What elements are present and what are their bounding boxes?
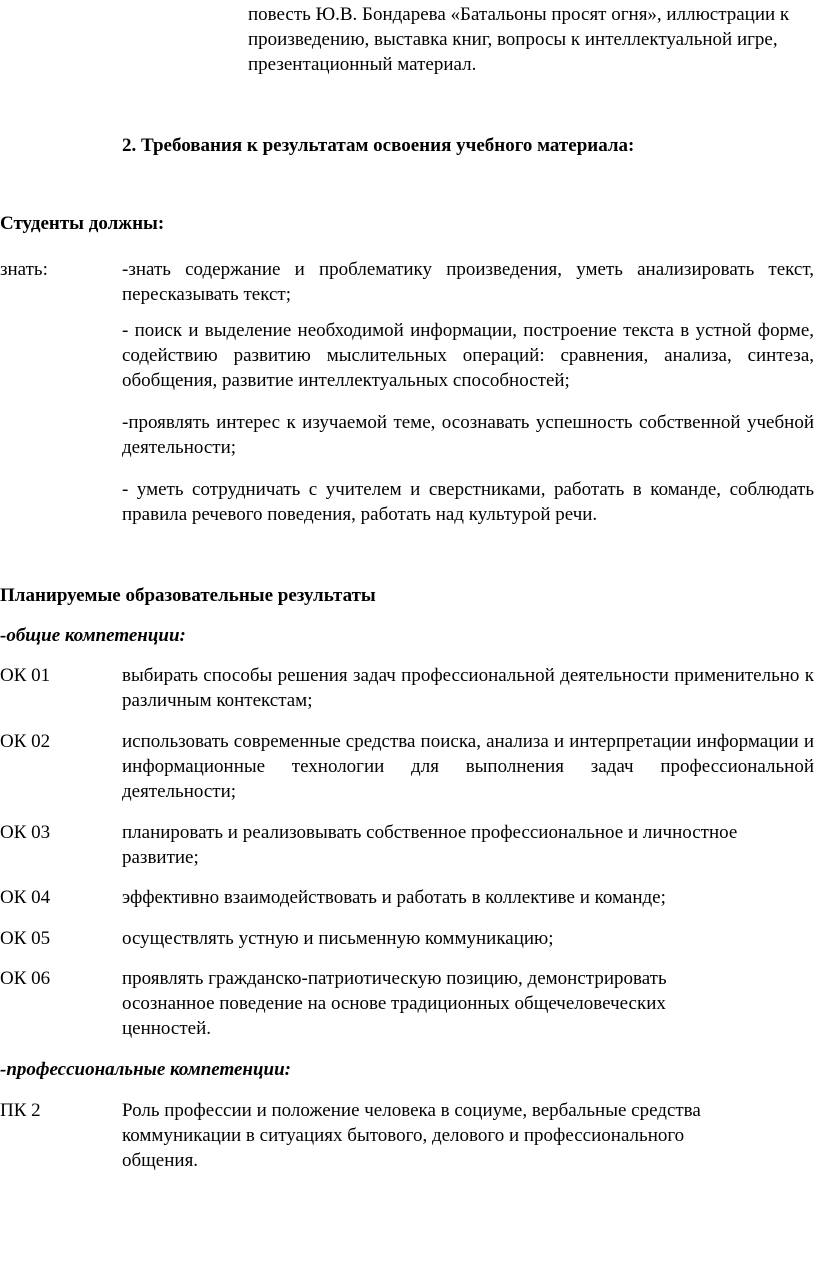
know-item-4: - уметь сотрудничать с учителем и сверстниками, работать в команде, соблюдать правила речевого поведения, работать над культурой речи. <box>122 479 814 525</box>
competency-code: ОК 03 <box>0 822 51 843</box>
competency-text: осуществлять устную и письменную коммуникацию; <box>122 928 554 949</box>
planned-results-title: Планируемые образовательные результаты <box>0 585 376 606</box>
competency-text: эффективно взаимодействовать и работать в коллективе и команде; <box>122 887 666 908</box>
students-title: Студенты должны: <box>0 213 165 234</box>
competency-text: использовать современные средства поиска, анализа и интерпретации информации и информационные технологии для выполнения задач профессиональной деятельности; <box>122 731 814 802</box>
competency-text: проявлять гражданско-патриотическую позицию, демонстрировать осознанное поведение на основе традиционных общечеловеческих ценностей. <box>122 968 667 1039</box>
competency-code: ОК 06 <box>0 968 51 989</box>
competency-code: ОК 05 <box>0 928 51 949</box>
know-item-1: -знать содержание и проблематику произведения, уметь анализировать текст, пересказывать текст; <box>122 259 814 305</box>
know-label: знать: <box>0 259 48 280</box>
know-item-3: -проявлять интерес к изучаемой теме, осознавать успешность собственной учебной деятельности; <box>122 412 814 458</box>
competency-code: ОК 02 <box>0 731 51 752</box>
competency-text: Роль профессии и положение человека в социуме, вербальные средства коммуникации в ситуациях бытового, делового и профессионального общения. <box>122 1100 701 1171</box>
intro-paragraph: повесть Ю.В. Бондарева «Батальоны просят огня», иллюстрации к произведению, выставка книг, вопросы к интеллектуальной игре, презентационный материал. <box>248 4 790 75</box>
competency-text: планировать и реализовывать собственное профессиональное и личностное развитие; <box>122 822 738 868</box>
competency-code: ПК 2 <box>0 1100 41 1121</box>
know-item-2: - поиск и выделение необходимой информации, построение текста в устной форме, содействию развитию мыслительных операций: сравнения, анализа, синтеза, обобщения, развитие интеллектуальных способностей; <box>122 320 814 391</box>
competency-text: выбирать способы решения задач профессиональной деятельности применительно к различным контекстам; <box>122 665 814 711</box>
general-competencies-title: -общие компетенции: <box>0 625 186 646</box>
professional-competencies-title: -профессиональные компетенции: <box>0 1059 291 1080</box>
competency-code: ОК 01 <box>0 665 51 686</box>
competency-code: ОК 04 <box>0 887 51 908</box>
section-title: 2. Требования к результатам освоения учебного материала: <box>122 135 635 156</box>
